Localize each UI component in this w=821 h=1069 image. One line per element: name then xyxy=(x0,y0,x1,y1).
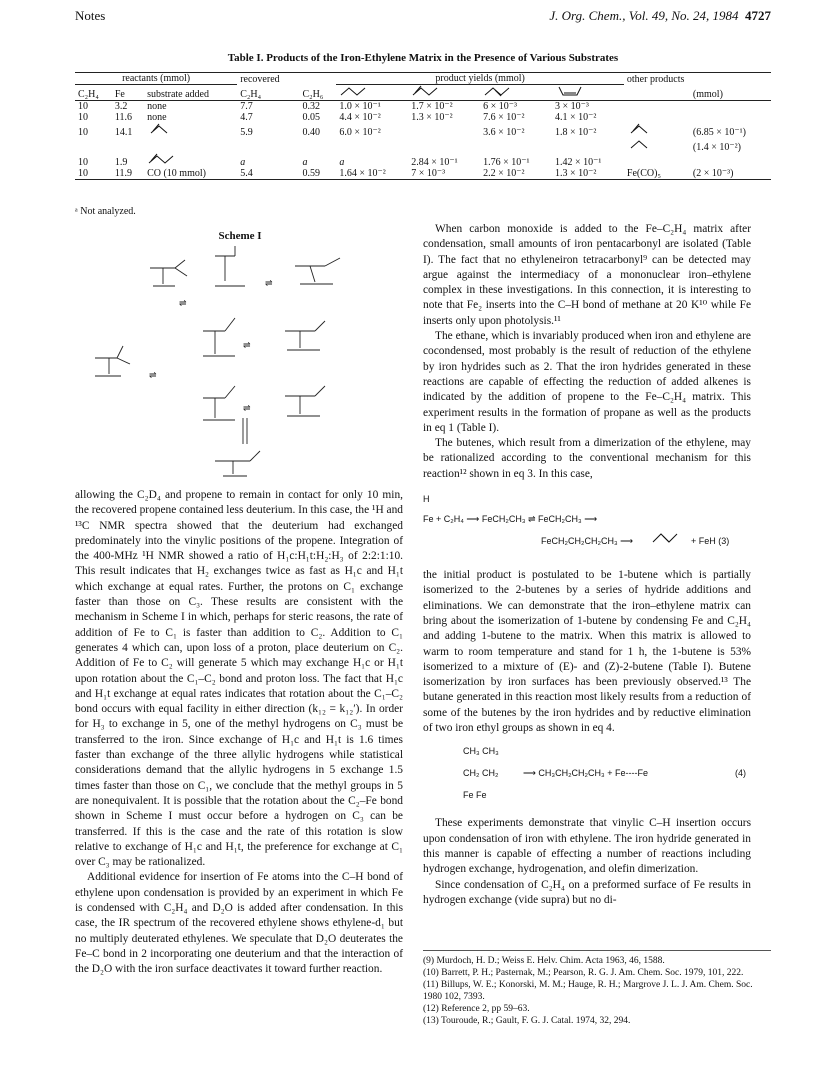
page-header xyxy=(75,8,771,28)
col-c2h4: C₂H₄ xyxy=(78,89,99,100)
table-title: Table I. Products of the Iron-Ethylene Matrix in the Presence of Various Substrates xyxy=(227,52,619,64)
reference-item: (10) Barrett, P. H.; Pasternak, M.; Pearson, R. G. J. Am. Chem. Soc. 1979, 101, 222. xyxy=(423,968,744,978)
svg-text:⇌: ⇌ xyxy=(243,340,251,350)
propane-structure-icon xyxy=(624,138,690,153)
equation-4: CH₃ CH₃ CH₂ CH₂ Fe Fe ⟶ CH₃CH₂CH₂CH₃ + Fe----Fe (4) xyxy=(463,746,746,801)
group-recovered: recovered xyxy=(240,73,280,85)
structure-4 xyxy=(215,246,245,286)
1-butene-structure-icon xyxy=(408,85,480,101)
reference-item: (11) Billups, W. E.; Konorski, M. M.; Hauge, R. H.; Margrove J. L. J. Am. Chem. Soc. 1980 102, 7393. xyxy=(423,980,753,1002)
z-2-butene-structure-icon xyxy=(552,85,624,101)
equation-3: H Fe + C₂H₄ ⟶ FeCH₂CH₃ ⇌ FeCH₂CH₃ ⟶ FeCH₂CH₂CH₂CH₃ ⟶ + FeH (3) xyxy=(423,494,730,547)
e-2-butene-structure-icon xyxy=(480,85,552,101)
section-label: Notes xyxy=(75,8,106,23)
col-rec-c2h4: C₂H₄ xyxy=(240,89,262,100)
reference-item: (13) Touroude, R.; Gault, F. G. J. Catal. 1974, 32, 294. xyxy=(423,1016,631,1026)
reference-item: (12) Reference 2, pp 59–63. xyxy=(423,1004,530,1014)
structure-left xyxy=(95,346,130,376)
paragraph: The butenes, which result from a dimerization of the ethylene, may be rationalized according to the conventional mechanism for this reaction¹² shown in eq 3. In this case, xyxy=(423,437,751,480)
substrate-propene-icon xyxy=(144,123,237,138)
col-fe: Fe xyxy=(114,89,125,100)
table-footnote: ᵃ Not analyzed. xyxy=(75,206,136,217)
products-table xyxy=(75,72,771,180)
structure-1 xyxy=(150,260,187,286)
col-c2h6: C₂H₆ xyxy=(302,89,324,100)
paragraph: When carbon monoxide is added to the Fe–C₂H₄ matrix after condensation, small amounts of iron pentacarbonyl are isolated (Table I). The fact that no ethyleneiron tetracarbonyl⁹ can be detected may argue against the intermediacy of a mononuclear iron–ethylene complex in these investigations. In this connection, it is interesting to note that Fe₂ inserts into the C–H bond of methane at 20 K¹⁰ while Fe inserts only upon photolysis.¹¹ xyxy=(423,223,751,327)
paragraph: allowing the C₂D₄ and propene to remain in contact for only 10 min, the recovered propene contained less deuterium. In this case, the ¹H and ¹³C NMR spectra showed that the deuterium had exchanged predominately into the vinylic positions of the propene. Integration of the 400-MHz ¹H NMR showed a ratio of H₁c:H₁t:H₂:H₃ of 2:2:1:10. This result indicates that H₂ exchanges twice as fast as H₁c and H₁t which exchange at equal rates. Further, the protons on C₁ exchange faster than those on C₃. These results are consistent with the mechanism in Scheme I in which, perhaps for steric reasons, the rate of addition of Fe to C₁ is faster than addition to C₂. Addition to C₁ generates 4 which can, upon loss of a proton, place deuterium on C₂. Addition of Fe to C₂ will generate 5 which may exchange H₁c or H₁t upon rotation about the C₁–C₂ bond and proton loss. The fact that H₁c and H₁t exchange at equal rates indicates that rotation about the C₁–C₂ bond occurs with equal facility in either direction (k₁₂ = k₁₂′). In order for H₃ to exchange in 5, one of the methyl hydrogens on C₃ must be transferred to the iron. Since exchange of H₁c and H₁t is 1.6 times faster than exchange of the three allylic hydrogens while statistical considerations demand that the allylic hydrogens in 5 exchange 1.5 times faster than those on C₁, we conclude that the methyl groups in 5 are nonequivalent. It is possible that the rotation about the C₂–Fe bond shown in Scheme I must occur before a hydrogen on C₃ can be transferred. If this is the case and the rate of this rotation is slow relative to exchange of H₁c and H₁t, the preference for exchange at C₁ over C₃ may be rationalized. xyxy=(75,489,403,869)
right-column xyxy=(423,222,751,908)
reference-item: (9) Murdoch, H. D.; Weiss E. Helv. Chim. Acta 1963, 46, 1588. xyxy=(423,956,665,966)
paragraph: Since condensation of C₂H₄ on a preformed surface of Fe results in hydrogen exchange (vide supra) but no di- xyxy=(423,878,751,906)
structure-3 xyxy=(295,258,340,284)
col-substrate: substrate added xyxy=(147,89,209,100)
page-number: 4727 xyxy=(745,8,771,23)
table-row: 10 11.6 none 4.7 0.05 4.4 × 10⁻² 1.3 × 10⁻² 7.6 × 10⁻² 4.1 × 10⁻² xyxy=(78,112,597,123)
col-other: other products xyxy=(626,73,685,85)
table-row: (1.4 × 10⁻²) xyxy=(75,138,771,153)
svg-text:⇌: ⇌ xyxy=(149,370,157,380)
paragraph: These experiments demonstrate that vinylic C–H insertion occurs upon condensation of iron with ethylene. The iron hydride generated in this manner is capable of effecting a number of reactions including hydrogen exchange, hydrogenation, and olefin dimerization. xyxy=(423,817,751,876)
left-column xyxy=(75,488,403,978)
paragraph: the initial product is postulated to be 1-butene which is partially isomerized to the 2-butenes by a series of hydride additions and eliminations. We can demonstrate that the iron–ethylene matrix can bring about the isomerization of 1-butene by condensing Fe and C₂H₄ and adding 1-butene to the matrix. When this matrix is allowed to warm to room temperature and stand for 1 h, the 1-butene is 53% isomerized to a mixture of (E)- and (Z)-2-butene (Table I). Butene isomerization by iron surfaces has been previously observed.¹³ The butane generated in this reaction most likely results from a reduction of some of the butenes by the iron hydrides and by reductive elimination of two iron ethyl groups as shown in eq 4. xyxy=(423,569,751,735)
table-row: 10 11.9 CO (10 mmol) 5.4 0.59 1.64 × 10⁻² 7 × 10⁻³ 2.2 × 10⁻² 1.3 × 10⁻² Fe(CO)₅ (2 × 10⁻³) xyxy=(75,168,771,180)
svg-text:⇌: ⇌ xyxy=(243,403,251,413)
svg-text:⇌: ⇌ xyxy=(265,278,273,288)
2-butene-structure-icon xyxy=(651,530,689,544)
table-row: 10 3.2 none 7.7 0.32 1.0 × 10⁻¹ 1.7 × 10⁻² 6 × 10⁻³ 3 × 10⁻³ xyxy=(78,101,589,112)
structure-bottom xyxy=(215,451,260,476)
group-products: product yields (mmol) xyxy=(336,73,624,85)
group-reactants: reactants (mmol) xyxy=(75,73,237,85)
paragraph: Additional evidence for insertion of Fe atoms into the C–H bond of ethylene upon condensation is provided by an experiment in which Fe is condensed with C₂H₄ and D₂O is added after condensation. In this case, the IR spectrum of the recovered ethylene shows ethylene-d₁ but no multiply deuterated ethylenes. We speculate that D₂O deuterates the Fe–C bond in 2 incorporating one deuterium and that the interaction of the D₂O with the iron surface deactivates it toward further reaction. xyxy=(75,871,403,976)
substrate-1-butene-icon xyxy=(144,153,237,168)
svg-text:⇌: ⇌ xyxy=(179,298,187,308)
propane-product-icon xyxy=(624,123,690,138)
structure-rotamers xyxy=(285,321,325,416)
scheme-drawing xyxy=(75,246,405,480)
scheme-title: Scheme I xyxy=(218,230,262,242)
paragraph: The ethane, which is invariably produced when iron and ethylene are cocondensed, most probably is the result of reduction of the ethylene by iron hydrides such as 2. That the iron hydrides generated in these reactions are capable of effecting the reduction of added alkenes is indicated by the addition of propene to the Fe–C₂H₄ matrix. This experiment results in the formation of propane as well as the products in eq 1 (Table I). xyxy=(423,330,751,434)
scheme-figure xyxy=(75,230,405,480)
references xyxy=(423,950,771,1027)
table-row: 10 1.9 a a a 2.84 × 10⁻¹ 1.76 × 10⁻¹ 1.42 × 10⁻¹ xyxy=(75,153,771,168)
propene-structure-icon xyxy=(336,85,408,101)
structure-5 xyxy=(203,318,235,420)
journal-citation: J. Org. Chem., Vol. 49, No. 24, 1984 4727 xyxy=(549,8,771,23)
col-mmol: (mmol) xyxy=(692,89,723,100)
table-row: 10 14.1 5.9 0.40 6.0 × 10⁻² 3.6 × 10⁻² 1.8 × 10⁻² (6.85 × 10⁻¹) xyxy=(75,123,771,138)
